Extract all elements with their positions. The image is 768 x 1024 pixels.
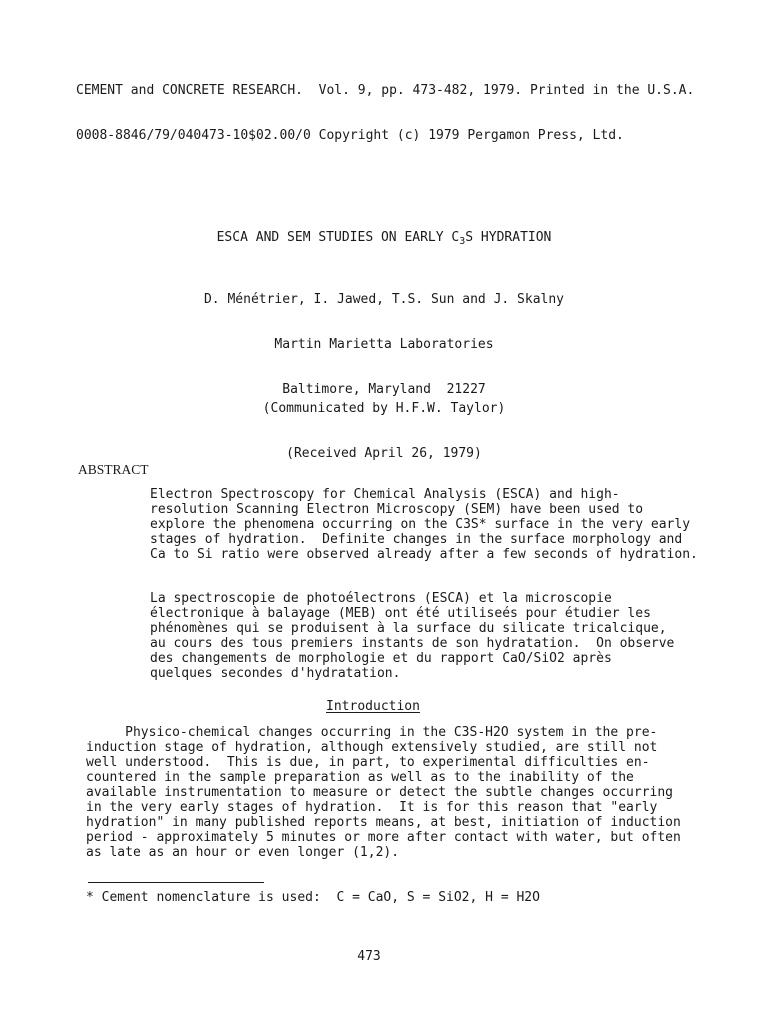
title-prefix: ESCA AND SEM STUDIES ON EARLY C bbox=[216, 230, 460, 245]
author-names: D. Ménétrier, I. Jawed, T.S. Sun and J. Skalny bbox=[203, 292, 565, 307]
page-number: 473 bbox=[357, 949, 381, 964]
abstract-french: La spectroscopie de photoélectrons (ESCA) et la microscopie électronique à balayage (MEB) ont été utiliseés pour étudier les phénomènes qui se produisent à la surface du silicate tricalcique, au cours des tous premiers instants de son hydratation. On observe des changements de morphologie et du rapport CaO/SiO2 après quelques secondes d'hydratation. bbox=[150, 591, 675, 681]
footnote: * Cement nomenclature is used: C = CaO, S = SiO2, H = H2O bbox=[86, 890, 540, 905]
copyright-line: 0008-8846/79/040473-10$02.00/0 Copyright (c) 1979 Pergamon Press, Ltd. bbox=[76, 128, 624, 143]
title-suffix: S HYDRATION bbox=[465, 230, 552, 245]
introduction-paragraph: Physico-chemical changes occurring in the C3S-H2O system in the pre- induction stage of hydration, although extensively studied, are still not well understood. This is due, in part, to experimental difficulties en- countered in the sample preparation as well as to the inability of the available instrumentation to measure or detect the subtle changes occurring in the very early stages of hydration. It is for this reason that "early hydration" in many published reports means, at best, initiation of induction period - approximately 5 minutes or more after contact with water, but often as late as an hour or even longer (1,2). bbox=[86, 725, 681, 860]
communicated-by: (Communicated by H.F.W. Taylor) bbox=[262, 401, 506, 416]
abstract-heading: ABSTRACT bbox=[78, 462, 149, 477]
author-affiliation: Martin Marietta Laboratories bbox=[274, 337, 494, 352]
article-title bbox=[0, 230, 768, 245]
introduction-heading-text: Introduction bbox=[326, 699, 420, 714]
section-heading-introduction bbox=[0, 699, 746, 714]
received-date: (Received April 26, 1979) bbox=[286, 446, 482, 461]
journal-citation: CEMENT and CONCRETE RESEARCH. Vol. 9, pp. 473-482, 1979. Printed in the U.S.A. bbox=[76, 83, 695, 98]
abstract-english: Electron Spectroscopy for Chemical Analysis (ESCA) and high- resolution Scanning Electron Microscopy (SEM) have been used to explore the phenomena occurring on the C3S* surface in the very early stages of hydration. Definite changes in the surface morphology and Ca to Si ratio were observed already after a few seconds of hydration. bbox=[150, 487, 698, 562]
journal-header bbox=[76, 53, 694, 173]
author-location: Baltimore, Maryland 21227 bbox=[282, 382, 486, 397]
title-subscript: 3 bbox=[459, 236, 466, 247]
footnote-rule bbox=[88, 882, 264, 883]
